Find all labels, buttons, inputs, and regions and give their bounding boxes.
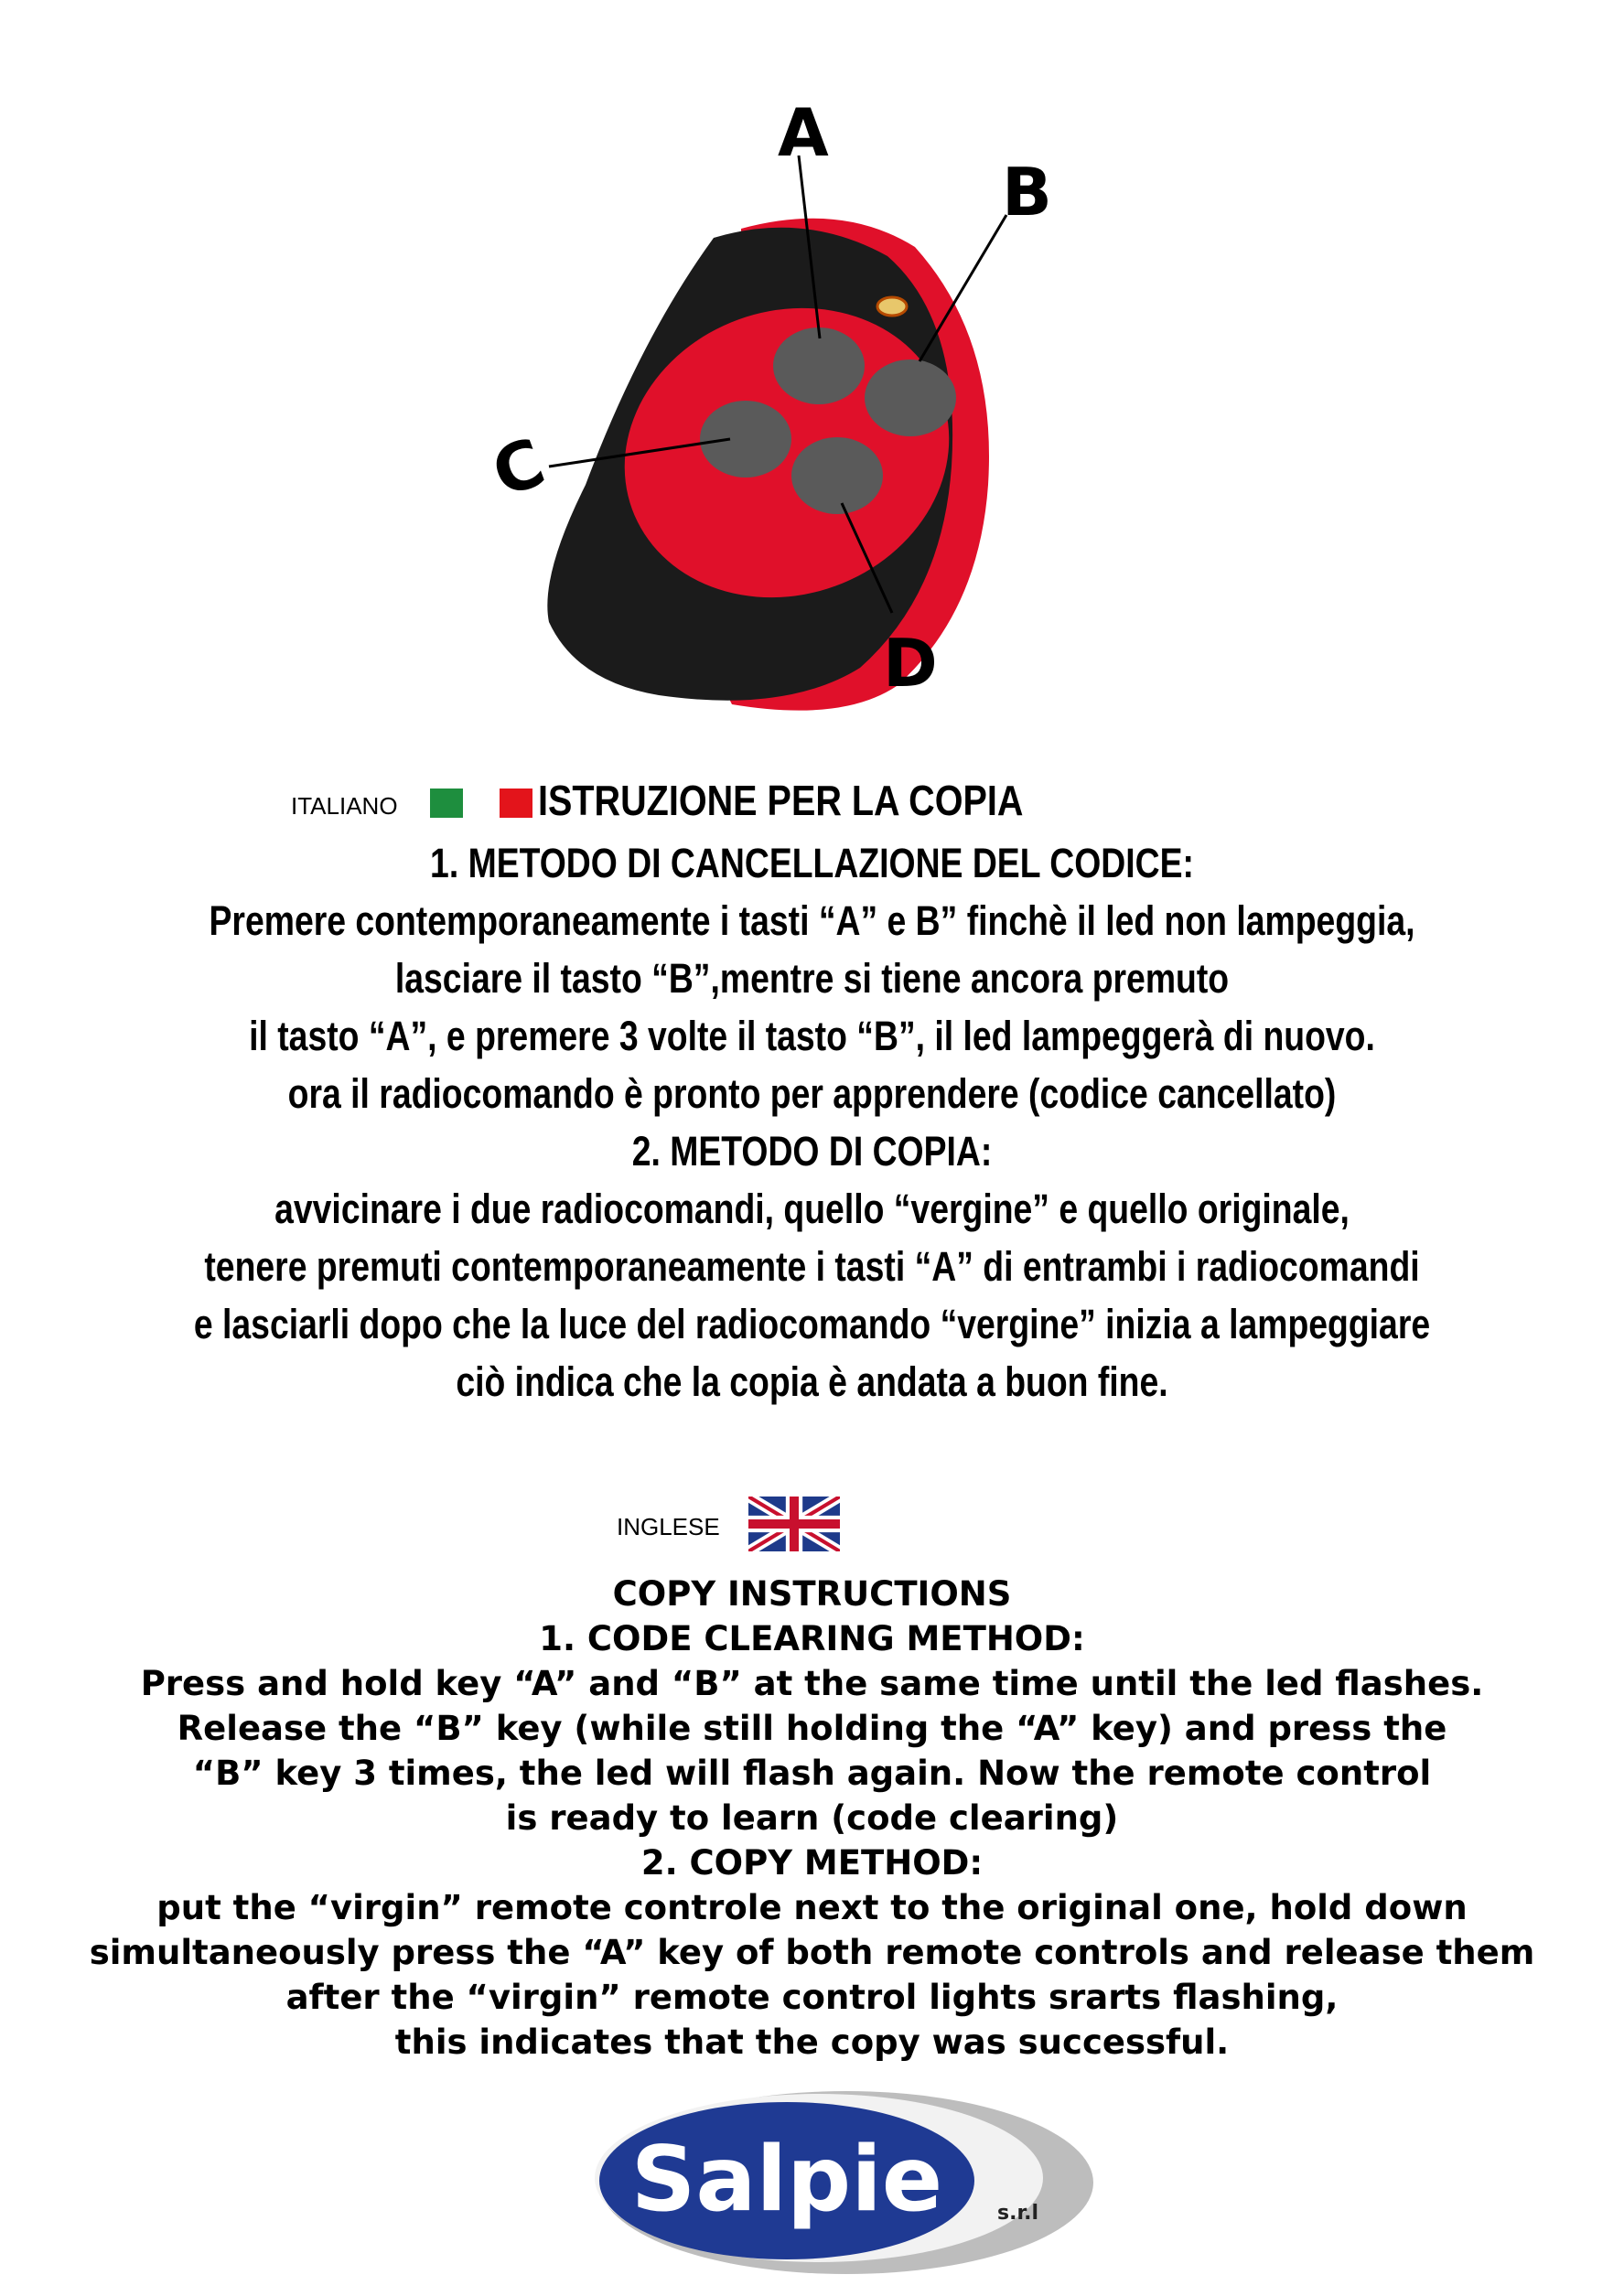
logo-brand: Salpie [630, 2128, 943, 2232]
english-line: this indicates that the copy was successful. [394, 2022, 1230, 2062]
logo-suffix: s.r.l [997, 2202, 1039, 2225]
english-line: COPY INSTRUCTIONS [612, 1574, 1012, 1614]
label-d: D [883, 625, 938, 702]
button-c [700, 401, 791, 477]
salpie-logo [586, 2082, 1098, 2283]
button-b [865, 359, 956, 436]
english-line: Release the “B” key (while still holding the “A” key) and press the [177, 1709, 1447, 1748]
italy-flag-green-icon [430, 789, 463, 818]
remote-control-image [439, 101, 1098, 732]
label-b: B [1002, 154, 1052, 231]
italian-line: 2. METODO DI COPIA: [631, 1128, 993, 1175]
italian-title: ISTRUZIONE PER LA COPIA [538, 777, 1024, 824]
english-line: Press and hold key “A” and “B” at the same time until the led flashes. [140, 1664, 1484, 1703]
english-line: after the “virgin” remote control lights srarts flashing, [285, 1978, 1339, 2017]
english-line: 1. CODE CLEARING METHOD: [539, 1619, 1085, 1658]
label-c: C [482, 423, 554, 512]
italian-instructions [0, 834, 1624, 1411]
english-language-label: INGLESE [617, 1513, 720, 1540]
italian-line: 1. METODO DI CANCELLAZIONE DEL CODICE: [430, 840, 1194, 886]
label-a: A [778, 101, 829, 171]
english-line: “B” key 3 times, the led will flash again. Now the remote control [192, 1754, 1432, 1793]
italian-line: e lasciarli dopo che la luce del radiocomando “vergine” inizia a lampeggiare [193, 1301, 1431, 1347]
italian-line: Premere contemporaneamente i tasti “A” e B” finchè il led non lampeggia, [209, 897, 1415, 944]
remote-control-illustration [439, 101, 1098, 732]
italian-line: ora il radiocomando è pronto per apprendere (codice cancellato) [287, 1070, 1337, 1117]
english-line: 2. COPY METHOD: [640, 1843, 984, 1883]
italian-line: lasciare il tasto “B”,mentre si tiene ancora premuto [394, 955, 1230, 1002]
italian-line: avvicinare i due radiocomandi, quello “vergine” e quello originale, [274, 1186, 1350, 1232]
italian-line: il tasto “A”, e premere 3 volte il tasto “B”, il led lampeggerà di nuovo. [249, 1013, 1375, 1059]
english-line: put the “virgin” remote controle next to the original one, hold down [156, 1888, 1468, 1927]
english-line: is ready to learn (code clearing) [505, 1798, 1119, 1838]
button-a [773, 327, 865, 404]
italian-line: tenere premuti contemporaneamente i tasti “A” di entrambi i radiocomandi [204, 1243, 1420, 1290]
button-d [791, 437, 883, 514]
italy-flag-red-icon [500, 789, 532, 818]
english-line: simultaneously press the “A” key of both remote controls and release them [89, 1933, 1535, 1972]
uk-flag-icon [748, 1497, 840, 1551]
italian-language-label: ITALIANO [291, 792, 398, 820]
english-instructions [0, 1572, 1624, 2065]
italian-line: ciò indica che la copia è andata a buon fine. [456, 1358, 1168, 1405]
